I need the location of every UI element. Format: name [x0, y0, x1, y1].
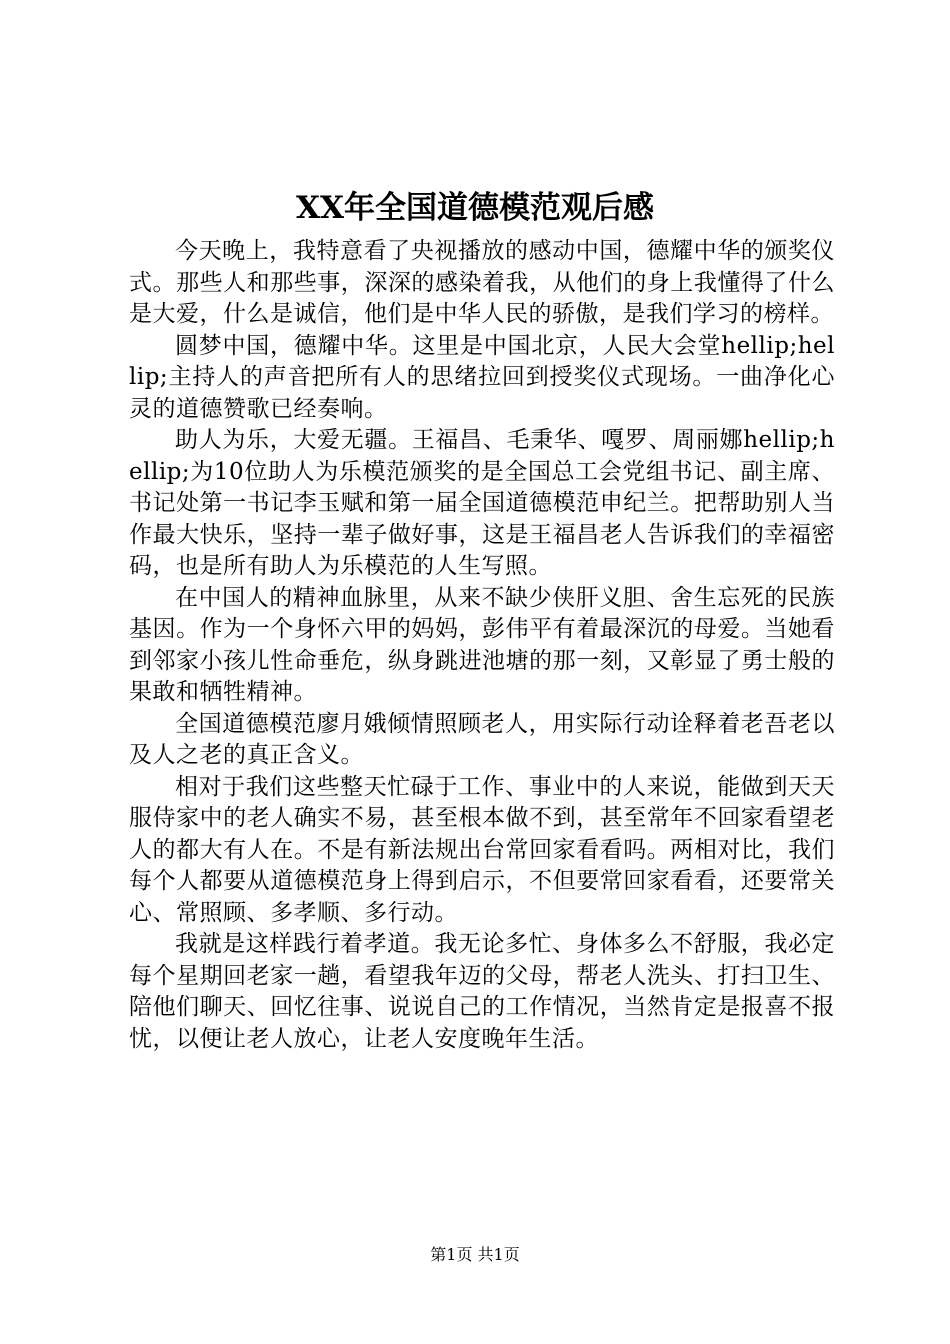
paragraph: 在中国人的精神血脉里，从来不缺少侠肝义胆、舍生忘死的民族基因。作为一个身怀六甲的妈妈，彭伟平有着最深沉的母爱。当她看到邻家小孩儿性命垂危，纵身跳进池塘的那一刻，又彰显了勇士般的果敢和牺牲精神。	[129, 584, 835, 705]
paragraph: 全国道德模范廖月娥倾情照顾老人，用实际行动诠释着老吾老以及人之老的真正含义。	[129, 710, 835, 768]
paragraph: 今天晚上，我特意看了央视播放的感动中国，德耀中华的颁奖仪式。那些人和那些事，深深的感染着我，从他们的身上我懂得了什么是大爱，什么是诚信，他们是中华人民的骄傲，是我们学习的榜样。	[129, 238, 835, 327]
paragraph: 我就是这样践行着孝道。我无论多忙、身体多么不舒服，我必定每个星期回老家一趟，看望我年迈的父母，帮老人洗头、打扫卫生、陪他们聊天、回忆往事、说说自己的工作情况，当然肯定是报喜不报忧，以便让老人放心，让老人安度晚年生活。	[129, 931, 835, 1052]
paragraph: 圆梦中国，德耀中华。这里是中国北京，人民大会堂hellip;hellip;主持人的声音把所有人的思绪拉回到授奖仪式现场。一曲净化心灵的道德赞歌已经奏响。	[129, 332, 835, 422]
page-total: 共1页	[477, 1245, 520, 1264]
document-title: XX年全国道德模范观后感	[295, 190, 655, 226]
document-body	[129, 236, 835, 1055]
paragraph: 相对于我们这些整天忙碌于工作、事业中的人来说，能做到天天服侍家中的老人确实不易，甚至根本做不到，甚至常年不回家看望老人的都大有人在。不是有新法规出台常回家看看吗。两相对比，我们每个人都要从道德模范身上得到启示，不但要常回家看看，还要常关心、常照顾、多孝顺、多行动。	[129, 773, 835, 926]
page-number: 第1页	[430, 1245, 473, 1264]
paragraph: 助人为乐，大爱无疆。王福昌、毛秉华、嘎罗、周丽娜hellip;hellip;为10位助人为乐模范颁奖的是全国总工会党组书记、副主席、书记处第一书记李玉赋和第一届全国道德模范申纪兰。把帮助别人当作最大快乐，坚持一辈子做好事，这是王福昌老人告诉我们的幸福密码，也是所有助人为乐模范的人生写照。	[129, 427, 835, 579]
page-footer	[0, 1244, 950, 1266]
